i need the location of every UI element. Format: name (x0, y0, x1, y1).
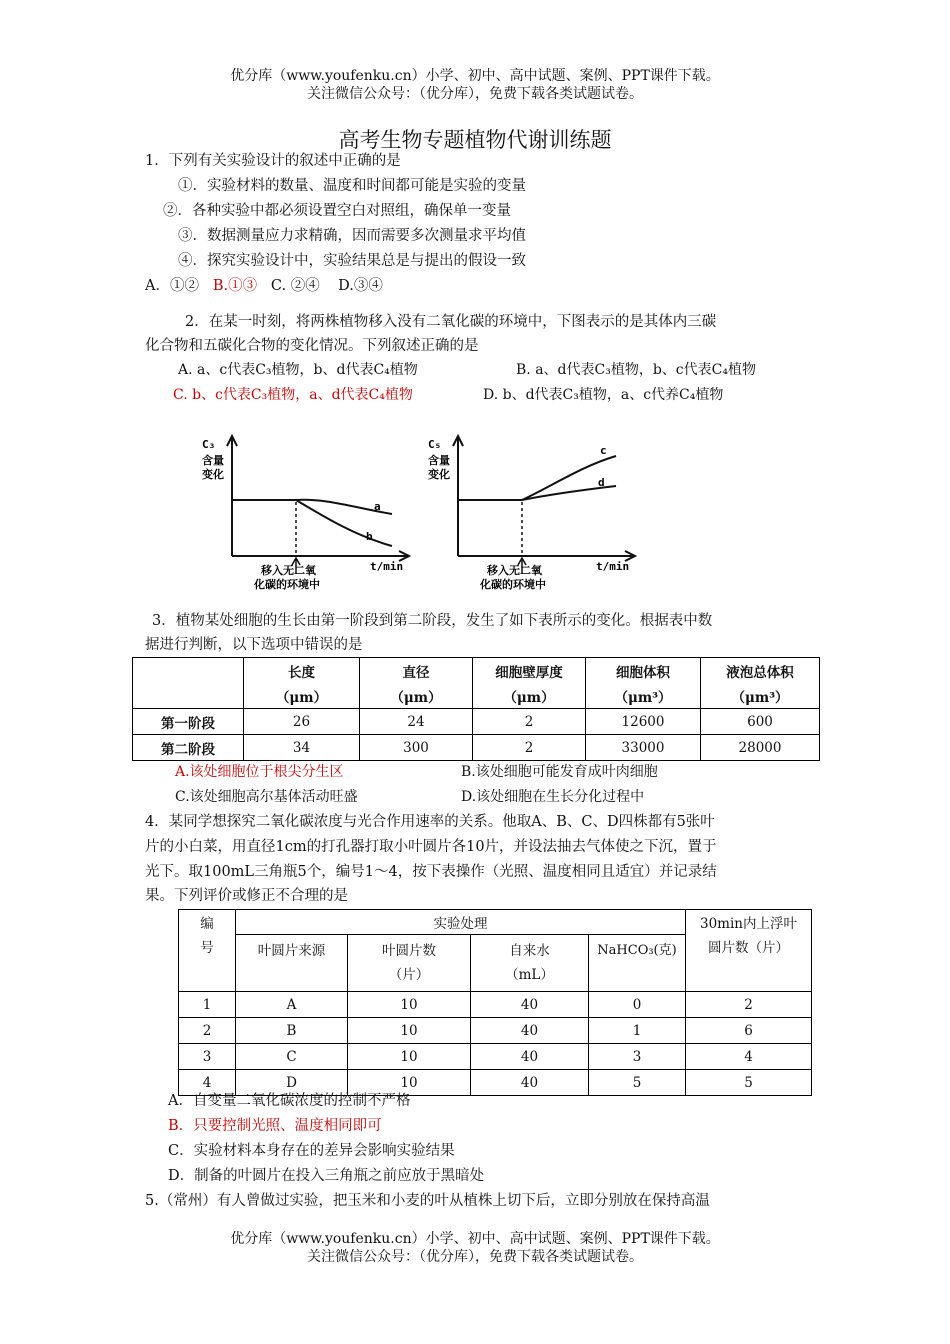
table-cell: 5 (589, 1070, 686, 1096)
q4-header-nahco3: NaHCO₃(克) (589, 935, 686, 992)
q3-header-vacuole: 液泡总体积 (701, 658, 820, 684)
q4-option-c: C．实验材料本身存在的差异会影响实验结果 (168, 1143, 455, 1159)
q1-statement-3: ③．数据测量应力求精确，因而需要多次测量求平均值 (178, 228, 526, 244)
q3-unit: （μm） (473, 683, 586, 709)
table-cell: A (236, 992, 348, 1018)
c3-ylabel-2: 含量 (202, 454, 224, 467)
q3-unit: （μm） (244, 683, 360, 709)
q3-unit: （μm） (360, 683, 473, 709)
q3-table (132, 657, 820, 761)
c5-ylabel-2: 含量 (428, 454, 450, 467)
q1-options (145, 276, 383, 296)
c3-ylabel-1: C₃ (202, 438, 216, 451)
table-row (179, 910, 812, 935)
q3-header-diameter: 直径 (360, 658, 473, 684)
table-cell: 5 (686, 1070, 812, 1096)
q3-row-label: 第二阶段 (133, 735, 244, 761)
q3-option-c: C.该处细胞高尔基体活动旺盛 (175, 789, 358, 805)
q3-row-label: 第一阶段 (133, 709, 244, 735)
table-row (179, 1018, 812, 1044)
page-title: 高考生物专题植物代谢训练题 (338, 128, 612, 152)
table-cell: 600 (701, 709, 820, 735)
table-cell: 3 (179, 1044, 236, 1070)
table-cell: 34 (244, 735, 360, 761)
table-cell: C (236, 1044, 348, 1070)
q4-option-b: B．只要控制光照、温度相同即可 (168, 1118, 382, 1134)
c5-label-d: d (598, 476, 605, 489)
table-cell: 28000 (701, 735, 820, 761)
q4-header-treatment: 实验处理 (236, 910, 686, 935)
q4-header-number: 编 号 (179, 910, 236, 992)
table-cell: 10 (348, 992, 471, 1018)
q4-header-count: 叶圆片数 （片） (348, 935, 471, 992)
c5-content-graph (422, 428, 652, 598)
c3-annotation-1: 移入无二氧 (261, 564, 316, 577)
q4-stem-4: 果。下列评价或修正不合理的是 (145, 888, 348, 904)
table-row (179, 992, 812, 1018)
header-line-1: 优分库（www.youfenku.cn）小学、初中、高中试题、案例、PPT课件下载。 (230, 68, 720, 84)
c3-label-b: b (366, 530, 373, 543)
c5-annotation-2: 化碳的环境中 (480, 578, 546, 591)
c5-ylabel-3: 变化 (428, 468, 450, 481)
table-row (179, 1044, 812, 1070)
footer-line-1: 优分库（www.youfenku.cn）小学、初中、高中试题、案例、PPT课件下载。 (230, 1231, 720, 1247)
table-cell: 2 (473, 735, 586, 761)
c3-annotation-2: 化碳的环境中 (254, 578, 320, 591)
q4-stem-2: 片的小白菜，用直径1cm的打孔器打取小叶圆片各10片，并设法抽去气体使之下沉，置于 (145, 839, 717, 855)
table-row (133, 658, 820, 684)
table-cell: 33000 (586, 735, 701, 761)
table-cell: 26 (244, 709, 360, 735)
c3-content-graph (196, 428, 426, 598)
table-cell: 6 (686, 1018, 812, 1044)
c3-label-a: a (374, 500, 381, 513)
table-cell: D (236, 1070, 348, 1096)
q4-stem-3: 光下。取100mL三角瓶5个，编号1～4，按下表操作（光照、温度相同且适宜）并记录结 (145, 864, 717, 880)
q1-statement-1: ①．实验材料的数量、温度和时间都可能是实验的变量 (178, 178, 526, 194)
q3-option-d: D.该处细胞在生长分化过程中 (461, 789, 645, 805)
q3-header-length: 长度 (244, 658, 360, 684)
q5-stem: 5.（常州）有人曾做过实验，把玉米和小麦的叶从植株上切下后，立即分别放在保持高温 (145, 1193, 710, 1209)
footer-line-2: 关注微信公众号：（优分库），免费下载各类试题试卷。 (307, 1249, 643, 1265)
q3-header-volume: 细胞体积 (586, 658, 701, 684)
table-cell: 40 (471, 1018, 589, 1044)
c5-xlabel: t/min (596, 560, 630, 573)
q4-option-a: A．自变量二氧化碳浓度的控制不严格 (168, 1093, 411, 1109)
table-cell: 10 (348, 1044, 471, 1070)
table-cell: 300 (360, 735, 473, 761)
table-cell: 1 (589, 1018, 686, 1044)
table-cell: 10 (348, 1018, 471, 1044)
table-row (133, 735, 820, 761)
q2-stem-1: 2．在某一时刻，将两株植物移入没有二氧化碳的环境中，下图表示的是其体内三碳 (185, 314, 717, 330)
q3-option-b: B.该处细胞可能发育成叶肉细胞 (461, 764, 658, 780)
q2-option-b: B. a、d代表C₃植物，b、c代表C₄植物 (516, 362, 756, 378)
q2-option-d: D. b、d代表C₃植物，a、c代养C₄植物 (483, 387, 724, 403)
table-cell: 4 (179, 1070, 236, 1096)
table-cell: 12600 (586, 709, 701, 735)
table-row (133, 709, 820, 735)
q1-statement-4: ④．探究实验设计中，实验结果总是与提出的假设一致 (178, 253, 526, 269)
q1-option-d: D.③④ (338, 278, 383, 294)
c3-ylabel-3: 变化 (202, 468, 224, 481)
c5-ylabel-1: C₅ (428, 438, 442, 451)
q3-stem-1: 3．植物某处细胞的生长由第一阶段到第二阶段，发生了如下表所示的变化。根据表中数 (152, 613, 713, 629)
q3-unit: （μm³） (586, 683, 701, 709)
q2-option-c: C. b、c代表C₃植物，a、d代表C₄植物 (173, 387, 413, 403)
q3-unit: （μm³） (701, 683, 820, 709)
q3-header-wall: 细胞壁厚度 (473, 658, 586, 684)
q1-option-b: B.①③ (212, 278, 258, 294)
table-cell: 3 (589, 1044, 686, 1070)
table-cell: B (236, 1018, 348, 1044)
header-line-2: 关注微信公众号：（优分库），免费下载各类试题试卷。 (307, 86, 643, 102)
table-cell: 2 (686, 992, 812, 1018)
q1-option-c: C. ②④ (270, 278, 320, 294)
c5-label-c: c (600, 444, 607, 457)
table-cell: 0 (589, 992, 686, 1018)
q1-stem: 1．下列有关实验设计的叙述中正确的是 (145, 153, 401, 169)
table-cell: 2 (473, 709, 586, 735)
table-cell: 24 (360, 709, 473, 735)
q2-option-a: A. a、c代表C₃植物，b、d代表C₄植物 (178, 362, 418, 378)
table-cell: 40 (471, 1070, 589, 1096)
table-cell: 40 (471, 1044, 589, 1070)
q4-header-source: 叶圆片来源 (236, 935, 348, 992)
c5-annotation-1: 移入无二氧 (487, 564, 542, 577)
table-cell: 40 (471, 992, 589, 1018)
q4-header-water: 自来水 （mL） (471, 935, 589, 992)
table-cell: 1 (179, 992, 236, 1018)
table-cell: 2 (179, 1018, 236, 1044)
table-cell: 4 (686, 1044, 812, 1070)
q1-option-a: A．①② (145, 278, 199, 294)
q4-header-result: 30min内上浮叶 圆片数（片） (686, 910, 812, 992)
q2-stem-2: 化合物和五碳化合物的变化情况。下列叙述正确的是 (145, 338, 479, 354)
q4-option-d: D．制备的叶圆片在投入三角瓶之前应放于黑暗处 (168, 1168, 485, 1184)
q1-statement-2: ②．各种实验中都必须设置空白对照组，确保单一变量 (163, 203, 511, 219)
q4-table (178, 909, 812, 1096)
c3-xlabel: t/min (370, 560, 404, 573)
q3-option-a: A.该处细胞位于根尖分生区 (175, 764, 344, 780)
q3-stem-2: 据进行判断，以下选项中错误的是 (145, 637, 363, 653)
table-cell: 10 (348, 1070, 471, 1096)
q4-stem-1: 4．某同学想探究二氧化碳浓度与光合作用速率的关系。他取A、B、C、D四株都有5张叶 (145, 814, 715, 830)
